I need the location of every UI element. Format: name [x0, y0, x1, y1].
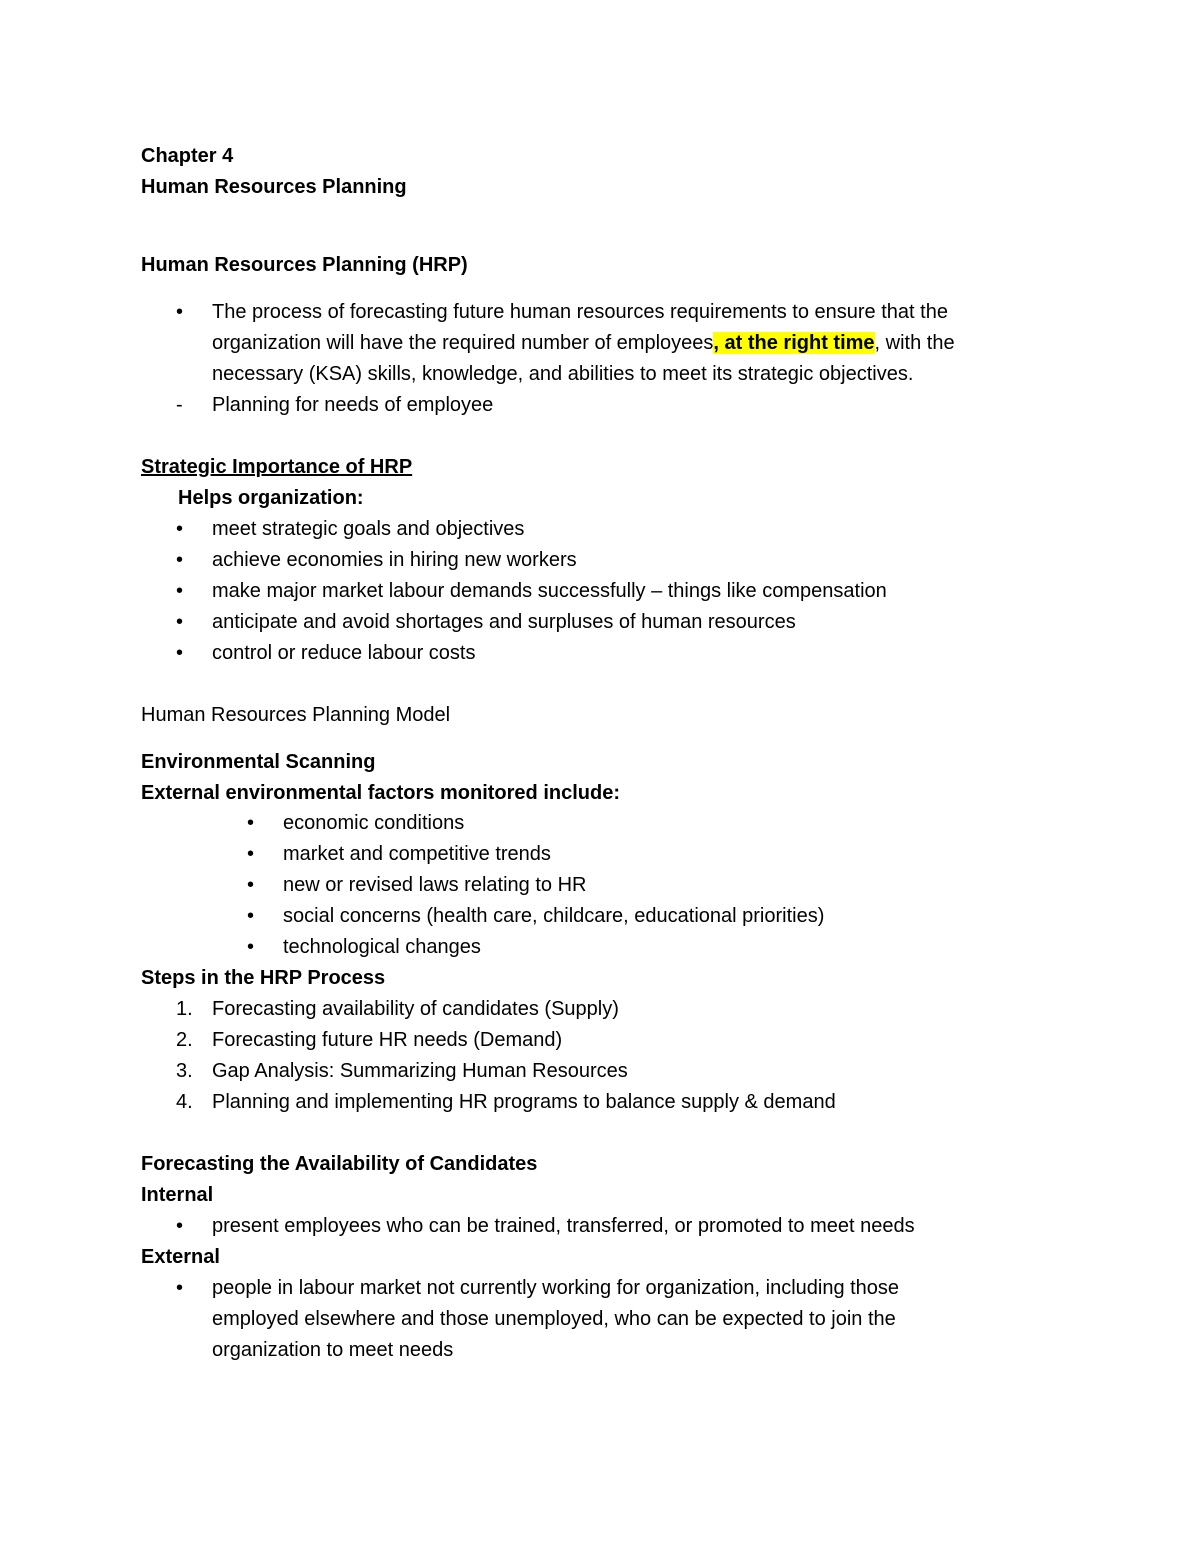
bullet-icon: • — [176, 1277, 184, 1299]
model-heading: Human Resources Planning Model — [141, 704, 451, 726]
list-item: make major market labour demands successfully – things like compensation — [212, 580, 887, 602]
bullet-icon: • — [247, 812, 255, 834]
step-number: 4. — [176, 1091, 193, 1113]
step-text: Forecasting availability of candidates (Supply) — [212, 998, 619, 1020]
list-item: social concerns (health care, childcare, educational priorities) — [283, 905, 825, 927]
bullet-icon: • — [247, 843, 255, 865]
bullet-icon: • — [176, 518, 184, 540]
bullet-icon: • — [176, 642, 184, 664]
step-text: Gap Analysis: Summarizing Human Resources — [212, 1060, 628, 1082]
steps-heading: Steps in the HRP Process — [141, 967, 386, 989]
hrp-definition-line-3: necessary (KSA) skills, knowledge, and abilities to meet its strategic objectives. — [212, 363, 914, 385]
bullet-icon: • — [247, 936, 255, 958]
chapter-label: Chapter 4 — [141, 145, 234, 167]
list-item: market and competitive trends — [283, 843, 551, 865]
strategic-heading: Strategic Importance of HRP — [141, 456, 413, 478]
helps-organization-heading: Helps organization: — [178, 487, 364, 509]
list-item: meet strategic goals and objectives — [212, 518, 525, 540]
list-item: achieve economies in hiring new workers — [212, 549, 577, 571]
external-item-line-1: people in labour market not currently working for organization, including those — [212, 1277, 900, 1299]
hrp-definition-line-1: The process of forecasting future human resources requirements to ensure that the — [212, 301, 948, 323]
list-item: anticipate and avoid shortages and surpluses of human resources — [212, 611, 796, 633]
step-text: Forecasting future HR needs (Demand) — [212, 1029, 563, 1051]
highlighted-phrase: , at the right time — [713, 332, 875, 354]
bullet-icon: • — [247, 905, 255, 927]
step-number: 3. — [176, 1060, 193, 1082]
hrp-heading: Human Resources Planning (HRP) — [141, 254, 468, 276]
internal-item: present employees who can be trained, transferred, or promoted to meet needs — [212, 1215, 915, 1237]
external-heading: External — [141, 1246, 220, 1268]
bullet-icon: • — [176, 611, 184, 633]
document-title: Human Resources Planning — [141, 176, 407, 198]
hrp-dash-item: Planning for needs of employee — [212, 394, 494, 416]
bullet-icon: • — [176, 580, 184, 602]
step-text: Planning and implementing HR programs to balance supply & demand — [212, 1091, 836, 1113]
external-item-line-2: employed elsewhere and those unemployed, who can be expected to join the — [212, 1308, 896, 1330]
list-item: control or reduce labour costs — [212, 642, 476, 664]
bullet-icon: • — [247, 874, 255, 896]
bullet-icon: • — [176, 1215, 184, 1237]
list-item: new or revised laws relating to HR — [283, 874, 587, 896]
hrp-definition-line-2: organization will have the required number of employees, at the right time, with the — [212, 332, 955, 354]
bullet-icon: • — [176, 549, 184, 571]
step-number: 1. — [176, 998, 193, 1020]
external-item-line-3: organization to meet needs — [212, 1339, 454, 1361]
internal-heading: Internal — [141, 1184, 214, 1206]
external-factors-heading: External environmental factors monitored include: — [141, 782, 620, 804]
dash-marker: - — [176, 394, 183, 416]
forecasting-heading: Forecasting the Availability of Candidates — [141, 1153, 538, 1175]
step-number: 2. — [176, 1029, 193, 1051]
bullet-icon: • — [176, 301, 184, 323]
list-item: technological changes — [283, 936, 481, 958]
environmental-scanning-heading: Environmental Scanning — [141, 751, 376, 773]
list-item: economic conditions — [283, 812, 465, 834]
